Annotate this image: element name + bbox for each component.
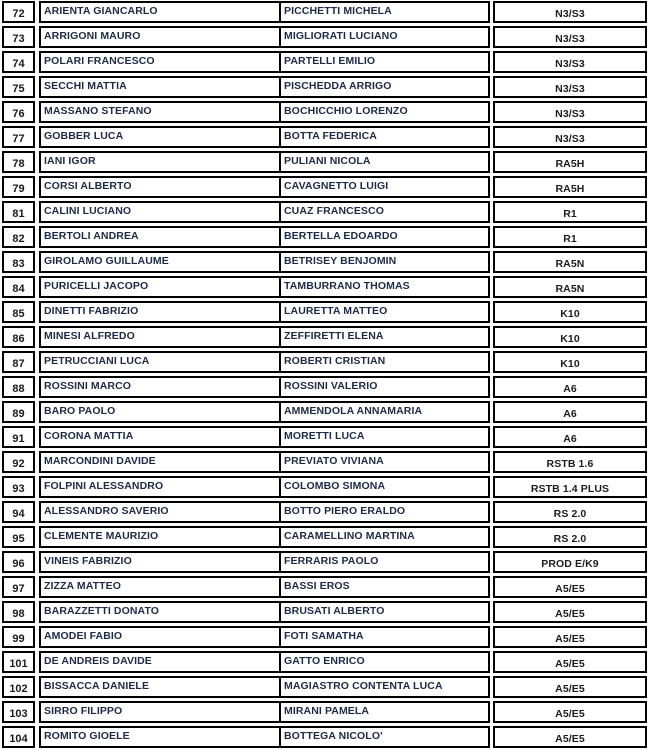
category-cell: RSTB 1.6 — [493, 451, 647, 473]
athlete-name-left-cell: MASSANO STEFANO — [41, 103, 281, 121]
athlete-name-left-cell: MINESI ALFREDO — [41, 328, 281, 346]
names-pair-box — [39, 201, 490, 223]
names-pair-box — [39, 426, 490, 448]
category-cell: R1 — [493, 201, 647, 223]
row-number-cell: 89 — [2, 401, 35, 423]
athlete-name-right-cell: MAGIASTRO CONTENTA LUCA — [284, 680, 443, 692]
category-cell: A6 — [493, 401, 647, 423]
athlete-name-left-cell: SIRRO FILIPPO — [41, 703, 281, 721]
athlete-name-right-cell: PISCHEDDA ARRIGO — [284, 80, 392, 92]
category-cell: K10 — [493, 326, 647, 348]
category-cell: A5/E5 — [493, 726, 647, 748]
row-number-cell: 91 — [2, 426, 35, 448]
row-number-cell: 94 — [2, 501, 35, 523]
table-row — [2, 301, 647, 323]
athlete-name-right-cell: PICCHETTI MICHELA — [284, 5, 392, 17]
row-number-cell: 102 — [2, 676, 35, 698]
table-row — [2, 76, 647, 98]
names-pair-box — [39, 101, 490, 123]
athlete-name-right-cell: BOTTA FEDERICA — [284, 130, 377, 142]
athlete-name-left-cell: ARIENTA GIANCARLO — [41, 3, 281, 21]
row-number-cell: 101 — [2, 651, 35, 673]
athlete-name-right-cell: BETRISEY BENJOMIN — [284, 255, 397, 267]
row-number-cell: 72 — [2, 1, 35, 23]
table-row — [2, 726, 647, 748]
table-row — [2, 651, 647, 673]
row-number-cell: 81 — [2, 201, 35, 223]
category-cell: RA5H — [493, 176, 647, 198]
row-number-cell: 76 — [2, 101, 35, 123]
names-pair-box — [39, 226, 490, 248]
table-row — [2, 401, 647, 423]
athlete-name-right-cell: BERTELLA EDOARDO — [284, 230, 398, 242]
names-pair-box — [39, 651, 490, 673]
table-row — [2, 676, 647, 698]
athlete-name-right-cell: LAURETTA MATTEO — [284, 305, 388, 317]
row-number-cell: 103 — [2, 701, 35, 723]
category-cell: A5/E5 — [493, 601, 647, 623]
athlete-name-left-cell: ARRIGONI MAURO — [41, 28, 281, 46]
athlete-name-right-cell: BOTTO PIERO ERALDO — [284, 505, 406, 517]
row-number-cell: 95 — [2, 526, 35, 548]
table-row — [2, 151, 647, 173]
row-number-cell: 73 — [2, 26, 35, 48]
category-cell: A5/E5 — [493, 576, 647, 598]
category-cell: K10 — [493, 301, 647, 323]
table-row — [2, 451, 647, 473]
athlete-name-right-cell: ZEFFIRETTI ELENA — [284, 330, 384, 342]
category-cell: A6 — [493, 376, 647, 398]
row-number-cell: 104 — [2, 726, 35, 748]
category-cell: N3/S3 — [493, 101, 647, 123]
athlete-name-right-cell: MIGLIORATI LUCIANO — [284, 30, 398, 42]
table-row — [2, 101, 647, 123]
names-pair-box — [39, 251, 490, 273]
names-pair-box — [39, 451, 490, 473]
row-number-cell: 97 — [2, 576, 35, 598]
athlete-name-left-cell: GIROLAMO GUILLAUME — [41, 253, 281, 271]
category-cell: R1 — [493, 226, 647, 248]
table-row — [2, 51, 647, 73]
athlete-name-left-cell: GOBBER LUCA — [41, 128, 281, 146]
category-cell: N3/S3 — [493, 76, 647, 98]
row-number-cell: 87 — [2, 351, 35, 373]
names-pair-box — [39, 726, 490, 748]
athlete-name-left-cell: CALINI LUCIANO — [41, 203, 281, 221]
table-row — [2, 376, 647, 398]
row-number-cell: 98 — [2, 601, 35, 623]
names-pair-box — [39, 176, 490, 198]
athlete-name-right-cell: CARAMELLINO MARTINA — [284, 530, 415, 542]
row-number-cell: 92 — [2, 451, 35, 473]
row-number-cell: 86 — [2, 326, 35, 348]
athlete-name-left-cell: DE ANDREIS DAVIDE — [41, 653, 281, 671]
athlete-name-right-cell: ROBERTI CRISTIAN — [284, 355, 386, 367]
names-pair-box — [39, 351, 490, 373]
athlete-name-right-cell: BASSI EROS — [284, 580, 350, 592]
names-pair-box — [39, 301, 490, 323]
names-pair-box — [39, 576, 490, 598]
table-row — [2, 526, 647, 548]
category-cell: A5/E5 — [493, 626, 647, 648]
athlete-name-left-cell: AMODEI FABIO — [41, 628, 281, 646]
athlete-name-right-cell: BOTTEGA NICOLO' — [284, 730, 383, 742]
athlete-name-right-cell: AMMENDOLA ANNAMARIA — [284, 405, 423, 417]
athlete-name-right-cell: BOCHICCHIO LORENZO — [284, 105, 408, 117]
athlete-name-right-cell: PARTELLI EMILIO — [284, 55, 376, 67]
category-cell: N3/S3 — [493, 126, 647, 148]
table-row — [2, 276, 647, 298]
row-number-cell: 93 — [2, 476, 35, 498]
names-pair-box — [39, 701, 490, 723]
table-row — [2, 326, 647, 348]
names-pair-box — [39, 476, 490, 498]
athlete-name-left-cell: FOLPINI ALESSANDRO — [41, 478, 281, 496]
category-cell: RA5N — [493, 276, 647, 298]
row-number-cell: 79 — [2, 176, 35, 198]
athlete-name-right-cell: CUAZ FRANCESCO — [284, 205, 384, 217]
athlete-name-left-cell: ROMITO GIOELE — [41, 728, 281, 746]
table-row — [2, 201, 647, 223]
athlete-name-left-cell: BISSACCA DANIELE — [41, 678, 281, 696]
table-row — [2, 601, 647, 623]
table-row — [2, 476, 647, 498]
row-number-cell: 88 — [2, 376, 35, 398]
athlete-name-left-cell: ZIZZA MATTEO — [41, 578, 281, 596]
names-pair-box — [39, 76, 490, 98]
athlete-name-left-cell: ALESSANDRO SAVERIO — [41, 503, 281, 521]
row-number-cell: 96 — [2, 551, 35, 573]
athlete-name-left-cell: POLARI FRANCESCO — [41, 53, 281, 71]
names-pair-box — [39, 151, 490, 173]
names-pair-box — [39, 501, 490, 523]
athlete-name-right-cell: PULIANI NICOLA — [284, 155, 371, 167]
athlete-name-left-cell: BARAZZETTI DONATO — [41, 603, 281, 621]
names-pair-box — [39, 676, 490, 698]
athlete-name-right-cell: MIRANI PAMELA — [284, 705, 370, 717]
names-pair-box — [39, 326, 490, 348]
athlete-name-right-cell: MORETTI LUCA — [284, 430, 365, 442]
row-number-cell: 83 — [2, 251, 35, 273]
names-pair-box — [39, 276, 490, 298]
athlete-name-left-cell: MARCONDINI DAVIDE — [41, 453, 281, 471]
category-cell: A5/E5 — [493, 676, 647, 698]
athlete-name-left-cell: CORSI ALBERTO — [41, 178, 281, 196]
names-pair-box — [39, 126, 490, 148]
entry-list-table — [2, 1, 647, 750]
athlete-name-left-cell: BERTOLI ANDREA — [41, 228, 281, 246]
athlete-name-left-cell: BARO PAOLO — [41, 403, 281, 421]
athlete-name-right-cell: COLOMBO SIMONA — [284, 480, 386, 492]
athlete-name-right-cell: PREVIATO VIVIANA — [284, 455, 384, 467]
athlete-name-left-cell: PETRUCCIANI LUCA — [41, 353, 281, 371]
athlete-name-right-cell: FOTI SAMATHA — [284, 630, 364, 642]
row-number-cell: 74 — [2, 51, 35, 73]
category-cell: RS 2.0 — [493, 526, 647, 548]
athlete-name-right-cell: TAMBURRANO THOMAS — [284, 280, 410, 292]
athlete-name-right-cell: FERRARIS PAOLO — [284, 555, 379, 567]
athlete-name-left-cell: VINEIS FABRIZIO — [41, 553, 281, 571]
row-number-cell: 82 — [2, 226, 35, 248]
category-cell: N3/S3 — [493, 1, 647, 23]
category-cell: RA5N — [493, 251, 647, 273]
table-row — [2, 176, 647, 198]
row-number-cell: 77 — [2, 126, 35, 148]
athlete-name-left-cell: CORONA MATTIA — [41, 428, 281, 446]
athlete-name-left-cell: SECCHI MATTIA — [41, 78, 281, 96]
table-row — [2, 351, 647, 373]
category-cell: RA5H — [493, 151, 647, 173]
athlete-name-left-cell: CLEMENTE MAURIZIO — [41, 528, 281, 546]
row-number-cell: 84 — [2, 276, 35, 298]
table-row — [2, 551, 647, 573]
category-cell: RS 2.0 — [493, 501, 647, 523]
athlete-name-right-cell: CAVAGNETTO LUIGI — [284, 180, 389, 192]
row-number-cell: 85 — [2, 301, 35, 323]
names-pair-box — [39, 626, 490, 648]
names-pair-box — [39, 51, 490, 73]
athlete-name-left-cell: IANI IGOR — [41, 153, 281, 171]
category-cell: N3/S3 — [493, 26, 647, 48]
category-cell: RSTB 1.4 PLUS — [493, 476, 647, 498]
category-cell: K10 — [493, 351, 647, 373]
table-row — [2, 226, 647, 248]
table-row — [2, 501, 647, 523]
names-pair-box — [39, 551, 490, 573]
athlete-name-left-cell: PURICELLI JACOPO — [41, 278, 281, 296]
table-row — [2, 426, 647, 448]
athlete-name-left-cell: DINETTI FABRIZIO — [41, 303, 281, 321]
category-cell: A5/E5 — [493, 651, 647, 673]
names-pair-box — [39, 601, 490, 623]
names-pair-box — [39, 376, 490, 398]
row-number-cell: 78 — [2, 151, 35, 173]
category-cell: N3/S3 — [493, 51, 647, 73]
athlete-name-right-cell: ROSSINI VALERIO — [284, 380, 378, 392]
table-row — [2, 576, 647, 598]
table-row — [2, 126, 647, 148]
athlete-name-right-cell: BRUSATI ALBERTO — [284, 605, 385, 617]
table-row — [2, 701, 647, 723]
names-pair-box — [39, 26, 490, 48]
category-cell: PROD E/K9 — [493, 551, 647, 573]
row-number-cell: 75 — [2, 76, 35, 98]
names-pair-box — [39, 1, 490, 23]
table-row — [2, 251, 647, 273]
athlete-name-left-cell: ROSSINI MARCO — [41, 378, 281, 396]
category-cell: A6 — [493, 426, 647, 448]
athlete-name-right-cell: GATTO ENRICO — [284, 655, 365, 667]
row-number-cell: 99 — [2, 626, 35, 648]
table-row — [2, 626, 647, 648]
table-row — [2, 1, 647, 23]
category-cell: A5/E5 — [493, 701, 647, 723]
names-pair-box — [39, 401, 490, 423]
names-pair-box — [39, 526, 490, 548]
table-row — [2, 26, 647, 48]
